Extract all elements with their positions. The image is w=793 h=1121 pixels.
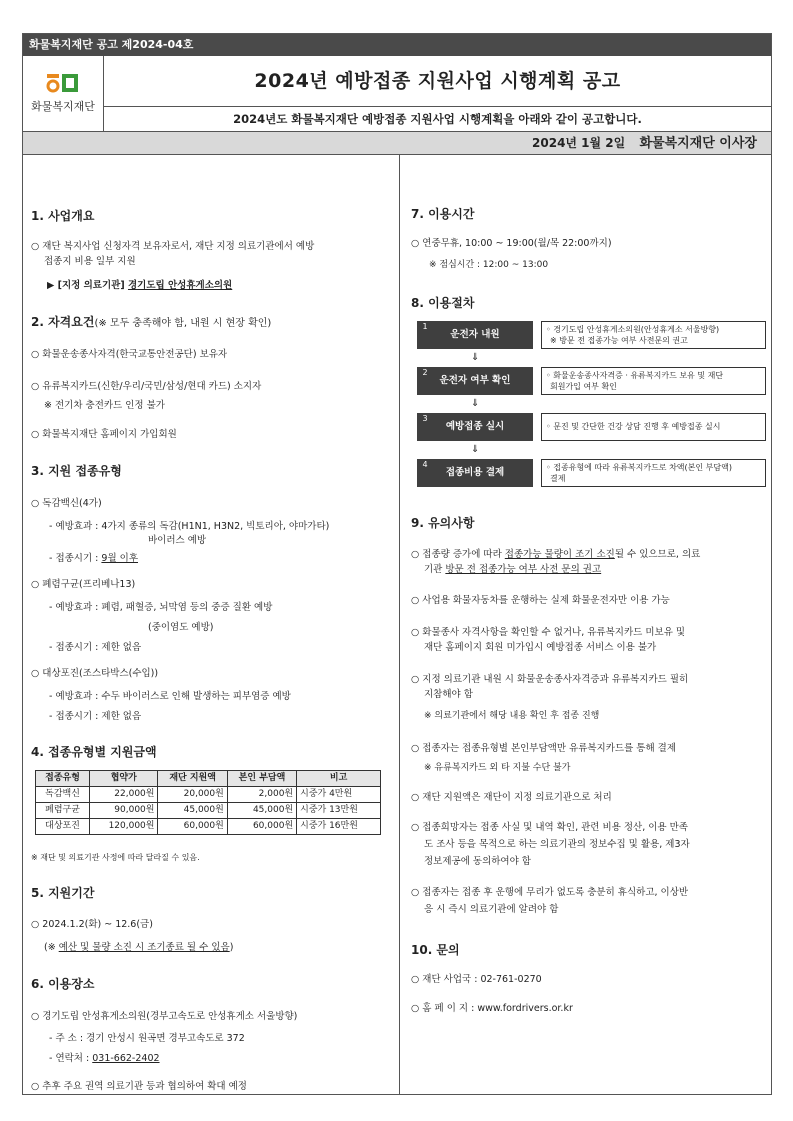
- section-3-title: 3. 지원 접종유형: [31, 464, 122, 478]
- table-cell: 60,000원: [158, 819, 227, 835]
- step-number: 2: [422, 368, 428, 377]
- table-cell: 22,000원: [90, 787, 158, 803]
- text-line: - 예방효과 : 폐렴, 패혈증, 뇌막염 등의 중증 질환 예방: [49, 602, 273, 613]
- text-line: 지참해야 함: [424, 689, 473, 700]
- desc-line: ◦ 화물운송종사자격증 · 유류복지카드 보유 및 재단: [546, 371, 724, 380]
- text-line: 접종지 비용 일부 지원: [44, 256, 136, 267]
- section-1-title: 1. 사업개요: [31, 209, 95, 223]
- table-row: [36, 803, 381, 819]
- step-label: 접종비용 결제: [445, 467, 505, 478]
- text-line: (중이염도 예방): [148, 622, 214, 633]
- table-note: ※ 재단 및 의료기관 사정에 따라 달라질 수 있음.: [31, 853, 200, 862]
- table-cell: 시중가 16만원: [297, 819, 381, 835]
- text-line: ※ 점심시간 : 12:00 ~ 13:00: [429, 260, 549, 270]
- text-line: ※ 유류복지카드 외 타 지불 수단 불가: [424, 763, 571, 773]
- text-line: [49, 1051, 160, 1066]
- down-arrow-icon: ⇓: [471, 352, 480, 363]
- column-divider: [399, 155, 400, 1094]
- desc-line: 결제: [550, 474, 566, 483]
- table-header: 본인 부담액: [227, 771, 296, 787]
- table-cell: 90,000원: [90, 803, 158, 819]
- text: ○ 접종량 증가에 따라: [411, 549, 505, 560]
- step-label: 예방접종 실시: [445, 421, 505, 432]
- text-line: ○ 화물운송종사자격(한국교통안전공단) 보유자: [31, 349, 228, 360]
- text-line: ○ 대상포진(조스타박스(수입)): [31, 668, 159, 679]
- label: - 접종시기 :: [49, 553, 102, 564]
- text-line: [411, 547, 700, 562]
- section-7-title: 7. 이용시간: [411, 207, 475, 221]
- text-line: ○ 접종자는 접종유형별 본인부담액만 유류복지카드를 통해 결제: [411, 743, 677, 754]
- text-line: ○ 재단 복지사업 신청자격 보유자로서, 재단 지정 의료기관에서 예방: [31, 241, 315, 252]
- value: 9월 이후: [101, 553, 139, 564]
- desc-line: ◦ 접종유형에 따라 유류복지카드로 차액(본인 부담액): [546, 463, 732, 472]
- table-cell: 폐렴구균: [36, 803, 90, 819]
- text-line: [424, 562, 601, 577]
- text-line: ○ 접종희망자는 접종 사실 및 내역 확인, 관련 비용 정산, 이용 만족: [411, 822, 688, 833]
- text-line: ○ 화물종사 자격사항을 확인할 수 없거나, 유류복지카드 미보유 및: [411, 627, 686, 638]
- text-line: - 예방효과 : 4가지 종류의 독감(H1N1, H3N2, 빅토리아, 야마가타): [49, 521, 330, 532]
- table-cell: 2,000원: [227, 787, 296, 803]
- clinic-name: 경기도립 안성휴게소의원: [127, 280, 233, 291]
- step-number: 4: [422, 460, 428, 469]
- text-line: ○ 연중무휴, 10:00 ~ 19:00(월/목 22:00까지): [411, 238, 612, 249]
- text: 방문 전 접종가능 여부 사전 문의 권고: [445, 564, 602, 575]
- step-description: [541, 367, 766, 395]
- text-line: - 접종시기 : 제한 없음: [49, 642, 142, 653]
- text-line: ※ 전기차 충전카드 인정 불가: [44, 400, 165, 411]
- step-4: [417, 459, 533, 487]
- text-line: ○ 접종자는 접종 후 운행에 무리가 없도록 충분히 휴식하고, 이상반: [411, 887, 689, 898]
- table-row: [36, 819, 381, 835]
- text: 될 수 있으므로, 의료: [614, 549, 701, 560]
- notice-document: [22, 33, 772, 1095]
- paren-close: ): [229, 942, 234, 953]
- contact-phone: ○ 재단 사업국 : 02-761-0270: [411, 974, 542, 985]
- text-line: ○ 폐렴구균(프리베나13): [31, 579, 136, 590]
- step-label: 운전자 여부 확인: [439, 375, 511, 386]
- desc-line: 회원가입 여부 확인: [550, 382, 617, 391]
- early-end-note: 예산 및 물량 소진 시 조기종료 될 수 있음: [58, 942, 230, 953]
- down-arrow-icon: ⇓: [471, 444, 480, 455]
- logo-text: 화물복지재단: [31, 100, 95, 113]
- desc-line: ※ 방문 전 접종가능 여부 사전문의 권고: [550, 336, 688, 345]
- table-cell: 시중가 4만원: [297, 787, 381, 803]
- section-2-title: [31, 315, 271, 331]
- table-cell: 45,000원: [158, 803, 227, 819]
- table-header: 비고: [297, 771, 381, 787]
- table-cell: 45,000원: [227, 803, 296, 819]
- text-line: ※ 의료기관에서 해당 내용 확인 후 접종 진행: [424, 711, 600, 721]
- designated-clinic: [47, 278, 232, 293]
- section-8-title: 8. 이용절차: [411, 296, 475, 310]
- support-amount-table: [35, 770, 381, 835]
- step-description: [541, 413, 766, 441]
- section-4-title: 4. 접종유형별 지원금액: [31, 745, 157, 759]
- step-label: 운전자 내원: [450, 329, 500, 340]
- text-line: - 접종시기 : 제한 없음: [49, 711, 142, 722]
- text-line: 바이러스 예방: [148, 535, 207, 546]
- table-cell: 시중가 13만원: [297, 803, 381, 819]
- text-line: ○ 2024.1.2(화) ~ 12.6(금): [31, 919, 153, 930]
- paren-open: (※: [44, 942, 59, 953]
- text-line: 도 조사 등을 목적으로 하는 의료기관의 정보수집 및 활용, 제3자: [424, 839, 690, 850]
- section-9-title: 9. 유의사항: [411, 516, 475, 530]
- text-line: ○ 화물복지재단 홈페이지 가입회원: [31, 429, 177, 440]
- phone-number: 031-662-2402: [92, 1053, 160, 1064]
- step-description: [541, 321, 766, 349]
- logo-mark-icon: [46, 70, 80, 94]
- date-bar: [23, 131, 771, 155]
- text-line: ○ 지정 의료기관 내원 시 화물운송종사자격증과 유류복지카드 필히: [411, 674, 689, 685]
- step-number: 3: [422, 414, 428, 423]
- title-box: [104, 56, 771, 107]
- section-6-title: 6. 이용장소: [31, 977, 95, 991]
- notice-date: 2024년 1월 2일: [532, 136, 626, 150]
- title-note: (※ 모두 충족해야 함, 내원 시 현장 확인): [94, 318, 272, 329]
- text-line: ○ 유류복지카드(신한/우리/국민/삼성/현대 카드) 소지자: [31, 381, 262, 392]
- foundation-logo: [23, 56, 104, 131]
- step-number: 1: [422, 322, 428, 331]
- text: 기관: [424, 564, 446, 575]
- desc-line: ◦ 문진 및 간단한 건강 상담 진행 후 예방접종 실시: [546, 422, 721, 431]
- notice-number: 화물복지재단 공고 제2024-04호: [23, 34, 771, 56]
- table-row: [36, 787, 381, 803]
- contact-website: ○ 홈 페 이 지 : www.fordrivers.or.kr: [411, 1003, 573, 1014]
- text-line: ○ 독감백신(4가): [31, 498, 102, 509]
- text-line: [49, 551, 138, 566]
- step-1: [417, 321, 533, 349]
- table-header: 접종유형: [36, 771, 90, 787]
- section-5-title: 5. 지원기간: [31, 886, 95, 900]
- table-cell: 대상포진: [36, 819, 90, 835]
- down-arrow-icon: ⇓: [471, 398, 480, 409]
- step-description: [541, 459, 766, 487]
- table-header: 재단 지원액: [158, 771, 227, 787]
- text-line: 재단 홈페이지 회원 미가입시 예방접종 서비스 이용 불가: [424, 642, 657, 653]
- table-header-row: [36, 771, 381, 787]
- text-line: - 주 소 : 경기 안성시 원곡면 경부고속도로 372: [49, 1033, 245, 1044]
- text-line: ○ 재단 지원액은 재단이 지정 의료기관으로 처리: [411, 792, 612, 803]
- table-cell: 독감백신: [36, 787, 90, 803]
- text-line: [44, 940, 233, 955]
- desc-line: ◦ 경기도립 안성휴게소의원(안성휴게소 서울방향): [546, 325, 720, 334]
- issuer: 화물복지재단 이사장: [639, 136, 757, 151]
- text-line: ○ 추후 주요 권역 의료기관 등과 협의하여 확대 예정: [31, 1081, 247, 1092]
- table-cell: 20,000원: [158, 787, 227, 803]
- text-line: 정보제공에 동의하여야 함: [424, 856, 531, 867]
- title-text: 2. 자격요건: [31, 315, 95, 329]
- page-title: 2024년 예방접종 지원사업 시행계획 공고: [254, 70, 621, 92]
- table-header: 협약가: [90, 771, 158, 787]
- label: - 연락처 :: [49, 1053, 93, 1064]
- page-subtitle: 2024년도 화물복지재단 예방접종 지원사업 시행계획을 아래와 같이 공고합니다.: [233, 112, 642, 126]
- text-line: 응 시 즉시 의료기관에 알려야 함: [424, 904, 559, 915]
- label: ▶ [지정 의료기관]: [47, 280, 128, 291]
- text: 접종가능 물량이 조기 소진: [504, 549, 615, 560]
- table-cell: 60,000원: [227, 819, 296, 835]
- text-line: - 예방효과 : 수두 바이러스로 인해 발생하는 피부염증 예방: [49, 691, 291, 702]
- table-cell: 120,000원: [90, 819, 158, 835]
- text-line: ○ 사업용 화물자동차를 운행하는 실제 화물운전자만 이용 가능: [411, 595, 670, 606]
- section-10-title: 10. 문의: [411, 943, 460, 957]
- step-3: [417, 413, 533, 441]
- text-line: ○ 경기도립 안성휴게소의원(경부고속도로 안성휴게소 서울방향): [31, 1011, 298, 1022]
- step-2: [417, 367, 533, 395]
